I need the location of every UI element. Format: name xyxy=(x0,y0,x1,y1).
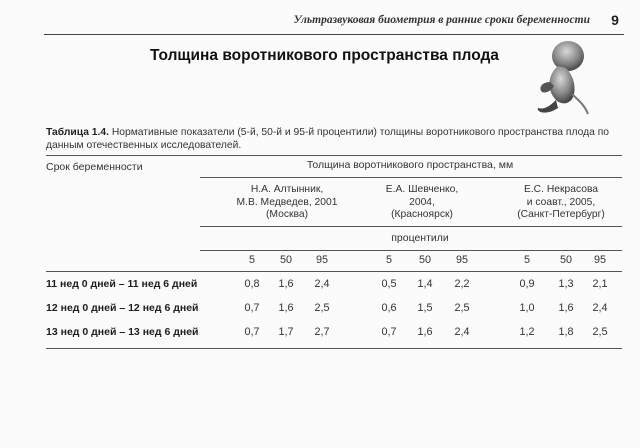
table-cell: 2,1 xyxy=(592,278,608,290)
table-cell: 0,6 xyxy=(381,302,397,314)
percentiles-rule xyxy=(200,250,622,251)
table-bottom-rule xyxy=(46,348,622,349)
table-cell: 0,5 xyxy=(381,278,397,290)
header-rule xyxy=(44,34,624,35)
running-header-title: Ультразвуковая биометрия в ранние сроки беременности xyxy=(293,14,590,26)
table-cell: 2,4 xyxy=(592,302,608,314)
table-cell: 2,7 xyxy=(314,326,330,338)
table-cell: 1,0 xyxy=(519,302,535,314)
table-cell: 0,7 xyxy=(244,302,260,314)
table-cell: 1,6 xyxy=(278,302,294,314)
row-label: 11 нед 0 дней – 11 нед 6 дней xyxy=(46,278,198,290)
table-cell: 1,6 xyxy=(417,326,433,338)
row-header-label: Срок беременности xyxy=(46,161,143,173)
source-shevchenko: Е.А. Шевченко, 2004, (Красноярск) xyxy=(385,184,459,220)
table-cell: 2,4 xyxy=(454,326,470,338)
table-cell: 1,6 xyxy=(558,302,574,314)
percentile-label: 5 xyxy=(385,254,392,266)
table-caption xyxy=(46,126,620,152)
table-cell: 0,7 xyxy=(244,326,260,338)
page-number: 9 xyxy=(611,12,619,28)
group-header-rule xyxy=(200,177,622,178)
table-cell: 1,5 xyxy=(417,302,433,314)
header-bottom-rule xyxy=(46,271,622,272)
table-cell: 2,2 xyxy=(454,278,470,290)
table-cell: 1,2 xyxy=(519,326,535,338)
source-altynnik: Н.А. Алтынник, М.В. Медведев, 2001 (Москва) xyxy=(236,184,338,220)
table-cell: 1,3 xyxy=(558,278,574,290)
table-cell: 2,5 xyxy=(314,302,330,314)
table-top-rule xyxy=(46,155,622,156)
percentile-label: 50 xyxy=(279,254,292,266)
percentile-header: процентили xyxy=(391,232,449,244)
table-cell: 2,4 xyxy=(314,278,330,290)
table-cell: 0,9 xyxy=(519,278,535,290)
percentile-label: 50 xyxy=(559,254,572,266)
fetus-icon xyxy=(528,38,590,116)
table-cell: 1,6 xyxy=(278,278,294,290)
table-cell: 1,8 xyxy=(558,326,574,338)
section-title: Толщина воротникового пространства плода xyxy=(150,47,499,64)
table-cell: 0,7 xyxy=(381,326,397,338)
table-caption-label: Таблица 1.4. xyxy=(46,127,109,138)
percentile-label: 5 xyxy=(248,254,255,266)
table-cell: 0,8 xyxy=(244,278,260,290)
percentile-label: 95 xyxy=(315,254,328,266)
percentile-label: 50 xyxy=(418,254,431,266)
row-label: 13 нед 0 дней – 13 нед 6 дней xyxy=(46,326,199,338)
table-cell: 1,4 xyxy=(417,278,433,290)
table-cell: 2,5 xyxy=(454,302,470,314)
percentile-label: 95 xyxy=(455,254,468,266)
percentile-label: 5 xyxy=(523,254,530,266)
percentile-label: 95 xyxy=(593,254,606,266)
group-header: Толщина воротникового пространства, мм xyxy=(306,159,514,171)
table-cell: 1,7 xyxy=(278,326,294,338)
row-label: 12 нед 0 дней – 12 нед 6 дней xyxy=(46,302,199,314)
table-cell: 2,5 xyxy=(592,326,608,338)
source-nekrasova: Е.С. Некрасова и соавт., 2005, (Санкт-Петербург) xyxy=(517,184,605,220)
table-caption-text: Нормативные показатели (5-й, 50-й и 95-й процентили) толщины воротникового пространства плода по данным отечественных исследователей. xyxy=(46,127,609,151)
sources-rule xyxy=(200,226,622,227)
